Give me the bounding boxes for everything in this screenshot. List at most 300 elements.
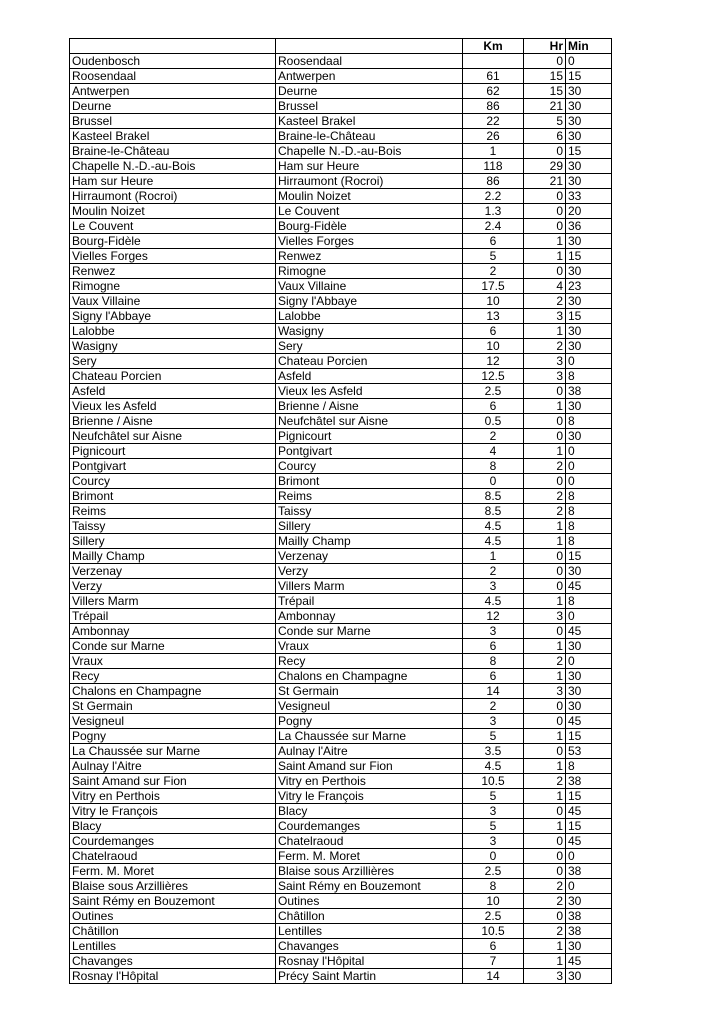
from-cell: Chatelraoud: [70, 849, 276, 864]
from-cell: Vaux Villaine: [70, 294, 276, 309]
km-cell: 3.5: [463, 744, 524, 759]
from-cell: Recy: [70, 669, 276, 684]
km-cell: 12: [463, 354, 524, 369]
min-cell: 30: [566, 159, 612, 174]
hr-cell: 0: [524, 864, 566, 879]
hr-cell: 15: [524, 69, 566, 84]
hr-cell: 1: [524, 399, 566, 414]
hr-cell: 0: [524, 549, 566, 564]
min-cell: 38: [566, 384, 612, 399]
from-cell: Sillery: [70, 534, 276, 549]
from-cell: La Chaussée sur Marne: [70, 744, 276, 759]
from-cell: Trépail: [70, 609, 276, 624]
min-cell: 30: [566, 699, 612, 714]
hr-cell: 0: [524, 474, 566, 489]
to-cell: Chapelle N.-D.-au-Bois: [276, 144, 463, 159]
min-cell: 15: [566, 729, 612, 744]
from-cell: Pogny: [70, 729, 276, 744]
from-cell: Courcy: [70, 474, 276, 489]
km-cell: 10.5: [463, 774, 524, 789]
km-cell: 5: [463, 729, 524, 744]
km-cell: 8.5: [463, 489, 524, 504]
to-cell: Wasigny: [276, 324, 463, 339]
hr-cell: 1: [524, 324, 566, 339]
min-cell: 30: [566, 669, 612, 684]
from-cell: Villers Marm: [70, 594, 276, 609]
table-row: [70, 564, 612, 579]
table-row: [70, 849, 612, 864]
from-cell: Sery: [70, 354, 276, 369]
from-cell: Deurne: [70, 99, 276, 114]
table-row: [70, 234, 612, 249]
to-cell: Villers Marm: [276, 579, 463, 594]
min-cell: 8: [566, 504, 612, 519]
hr-cell: 3: [524, 969, 566, 984]
min-cell: 30: [566, 84, 612, 99]
km-cell: 2.4: [463, 219, 524, 234]
table-row: [70, 159, 612, 174]
km-cell: 12: [463, 609, 524, 624]
min-cell: 30: [566, 114, 612, 129]
to-cell: Blacy: [276, 804, 463, 819]
from-cell: Ham sur Heure: [70, 174, 276, 189]
km-cell: 62: [463, 84, 524, 99]
min-cell: 38: [566, 864, 612, 879]
km-cell: 86: [463, 99, 524, 114]
min-cell: 30: [566, 324, 612, 339]
min-cell: 30: [566, 99, 612, 114]
table-row: [70, 969, 612, 984]
to-cell: Le Couvent: [276, 204, 463, 219]
to-cell: Vitry le François: [276, 789, 463, 804]
to-cell: Outines: [276, 894, 463, 909]
hr-cell: 1: [524, 819, 566, 834]
hr-cell: 1: [524, 729, 566, 744]
min-cell: 15: [566, 249, 612, 264]
hr-cell: 0: [524, 204, 566, 219]
min-cell: 0: [566, 459, 612, 474]
min-cell: 0: [566, 849, 612, 864]
table-row: [70, 774, 612, 789]
table-row: [70, 369, 612, 384]
table-row: [70, 324, 612, 339]
table-row: [70, 624, 612, 639]
min-cell: 0: [566, 54, 612, 69]
from-cell: Verzy: [70, 579, 276, 594]
to-cell: Recy: [276, 654, 463, 669]
km-cell: 2: [463, 429, 524, 444]
table-row: [70, 144, 612, 159]
table-row: [70, 609, 612, 624]
min-cell: 8: [566, 594, 612, 609]
from-cell: Conde sur Marne: [70, 639, 276, 654]
from-cell: Saint Rémy en Bouzemont: [70, 894, 276, 909]
km-cell: 1: [463, 144, 524, 159]
from-cell: Chalons en Champagne: [70, 684, 276, 699]
table-row: [70, 894, 612, 909]
hr-cell: 0: [524, 579, 566, 594]
table-row: [70, 429, 612, 444]
to-cell: Ham sur Heure: [276, 159, 463, 174]
hr-cell: 1: [524, 759, 566, 774]
min-cell: 30: [566, 429, 612, 444]
table-row: [70, 804, 612, 819]
to-cell: Précy Saint Martin: [276, 969, 463, 984]
min-cell: 30: [566, 339, 612, 354]
from-cell: Chapelle N.-D.-au-Bois: [70, 159, 276, 174]
table-row: [70, 549, 612, 564]
to-cell: La Chaussée sur Marne: [276, 729, 463, 744]
km-cell: 10.5: [463, 924, 524, 939]
table-row: [70, 99, 612, 114]
header-min: Min: [566, 39, 612, 54]
from-cell: Signy l'Abbaye: [70, 309, 276, 324]
to-cell: Deurne: [276, 84, 463, 99]
to-cell: Saint Rémy en Bouzemont: [276, 879, 463, 894]
to-cell: Braine-le-Château: [276, 129, 463, 144]
min-cell: 0: [566, 474, 612, 489]
to-cell: Vielles Forges: [276, 234, 463, 249]
min-cell: 0: [566, 609, 612, 624]
km-cell: 2.2: [463, 189, 524, 204]
from-cell: Braine-le-Château: [70, 144, 276, 159]
min-cell: 30: [566, 684, 612, 699]
km-cell: 5: [463, 819, 524, 834]
to-cell: Vesigneul: [276, 699, 463, 714]
table-row: [70, 489, 612, 504]
table-row: [70, 669, 612, 684]
hr-cell: 2: [524, 489, 566, 504]
hr-cell: 4: [524, 279, 566, 294]
hr-cell: 2: [524, 654, 566, 669]
to-cell: Vieux les Asfeld: [276, 384, 463, 399]
table-row: [70, 504, 612, 519]
table-row: [70, 189, 612, 204]
min-cell: 45: [566, 954, 612, 969]
table-row: [70, 384, 612, 399]
hr-cell: 29: [524, 159, 566, 174]
km-cell: 2.5: [463, 864, 524, 879]
table-row: [70, 729, 612, 744]
km-cell: 4.5: [463, 759, 524, 774]
to-cell: Renwez: [276, 249, 463, 264]
to-cell: Mailly Champ: [276, 534, 463, 549]
to-cell: Chavanges: [276, 939, 463, 954]
table-row: [70, 249, 612, 264]
km-cell: 2.5: [463, 384, 524, 399]
to-cell: Pontgivart: [276, 444, 463, 459]
hr-cell: 2: [524, 774, 566, 789]
to-cell: Moulin Noizet: [276, 189, 463, 204]
table-row: [70, 909, 612, 924]
header-km: Km: [463, 39, 524, 54]
km-cell: 6: [463, 669, 524, 684]
hr-cell: 3: [524, 354, 566, 369]
min-cell: 33: [566, 189, 612, 204]
min-cell: 8: [566, 369, 612, 384]
to-cell: Roosendaal: [276, 54, 463, 69]
hr-cell: 0: [524, 144, 566, 159]
table-row: [70, 519, 612, 534]
km-cell: 3: [463, 714, 524, 729]
from-cell: Reims: [70, 504, 276, 519]
min-cell: 15: [566, 144, 612, 159]
min-cell: 0: [566, 654, 612, 669]
to-cell: Vaux Villaine: [276, 279, 463, 294]
from-cell: Vieux les Asfeld: [70, 399, 276, 414]
km-cell: 0: [463, 849, 524, 864]
to-cell: Asfeld: [276, 369, 463, 384]
min-cell: 30: [566, 264, 612, 279]
from-cell: Ambonnay: [70, 624, 276, 639]
km-cell: 10: [463, 294, 524, 309]
hr-cell: 2: [524, 879, 566, 894]
to-cell: Vraux: [276, 639, 463, 654]
to-cell: Courdemanges: [276, 819, 463, 834]
min-cell: 8: [566, 534, 612, 549]
table-row: [70, 924, 612, 939]
from-cell: Rosnay l'Hôpital: [70, 969, 276, 984]
table-row: [70, 444, 612, 459]
from-cell: Kasteel Brakel: [70, 129, 276, 144]
hr-cell: 2: [524, 339, 566, 354]
hr-cell: 6: [524, 129, 566, 144]
min-cell: 15: [566, 549, 612, 564]
table-row: [70, 594, 612, 609]
km-cell: 0.5: [463, 414, 524, 429]
from-cell: Neufchâtel sur Aisne: [70, 429, 276, 444]
min-cell: 30: [566, 294, 612, 309]
to-cell: Sillery: [276, 519, 463, 534]
min-cell: 30: [566, 174, 612, 189]
from-cell: Hirraumont (Rocroi): [70, 189, 276, 204]
table-row: [70, 474, 612, 489]
min-cell: 45: [566, 624, 612, 639]
table-row: [70, 744, 612, 759]
from-cell: Courdemanges: [70, 834, 276, 849]
hr-cell: 0: [524, 849, 566, 864]
table-row: [70, 954, 612, 969]
hr-cell: 1: [524, 954, 566, 969]
to-cell: St Germain: [276, 684, 463, 699]
from-cell: Chateau Porcien: [70, 369, 276, 384]
km-cell: 3: [463, 834, 524, 849]
min-cell: 30: [566, 939, 612, 954]
to-cell: Rimogne: [276, 264, 463, 279]
km-cell: 1: [463, 549, 524, 564]
min-cell: 30: [566, 234, 612, 249]
from-cell: Vielles Forges: [70, 249, 276, 264]
to-cell: Lentilles: [276, 924, 463, 939]
from-cell: Ferm. M. Moret: [70, 864, 276, 879]
from-cell: Brussel: [70, 114, 276, 129]
header-from: [70, 39, 276, 54]
km-cell: 4: [463, 444, 524, 459]
table-row: [70, 204, 612, 219]
km-cell: 22: [463, 114, 524, 129]
km-cell: 6: [463, 234, 524, 249]
to-cell: Courcy: [276, 459, 463, 474]
to-cell: Signy l'Abbaye: [276, 294, 463, 309]
min-cell: 38: [566, 774, 612, 789]
hr-cell: 0: [524, 834, 566, 849]
from-cell: Vitry le François: [70, 804, 276, 819]
hr-cell: 2: [524, 924, 566, 939]
km-cell: 12.5: [463, 369, 524, 384]
hr-cell: 0: [524, 699, 566, 714]
route-table: [69, 38, 612, 984]
hr-cell: 1: [524, 444, 566, 459]
table-row: [70, 294, 612, 309]
to-cell: Brienne / Aisne: [276, 399, 463, 414]
table-row: [70, 84, 612, 99]
min-cell: 45: [566, 804, 612, 819]
min-cell: 30: [566, 969, 612, 984]
table-row: [70, 264, 612, 279]
from-cell: Brimont: [70, 489, 276, 504]
to-cell: Neufchâtel sur Aisne: [276, 414, 463, 429]
from-cell: Vesigneul: [70, 714, 276, 729]
hr-cell: 0: [524, 219, 566, 234]
to-cell: Saint Amand sur Fion: [276, 759, 463, 774]
from-cell: Verzenay: [70, 564, 276, 579]
to-cell: Verzenay: [276, 549, 463, 564]
km-cell: 1.3: [463, 204, 524, 219]
min-cell: 30: [566, 399, 612, 414]
hr-cell: 0: [524, 744, 566, 759]
min-cell: 8: [566, 414, 612, 429]
hr-cell: 2: [524, 894, 566, 909]
km-cell: 6: [463, 639, 524, 654]
from-cell: Oudenbosch: [70, 54, 276, 69]
table-row: [70, 219, 612, 234]
min-cell: 30: [566, 129, 612, 144]
table-row: [70, 534, 612, 549]
km-cell: 6: [463, 939, 524, 954]
table-row: [70, 129, 612, 144]
header-hr: Hr: [524, 39, 566, 54]
from-cell: Rimogne: [70, 279, 276, 294]
km-cell: 3: [463, 579, 524, 594]
to-cell: Châtillon: [276, 909, 463, 924]
hr-cell: 0: [524, 624, 566, 639]
table-row: [70, 759, 612, 774]
km-cell: 26: [463, 129, 524, 144]
km-cell: 86: [463, 174, 524, 189]
table-row: [70, 114, 612, 129]
hr-cell: 1: [524, 534, 566, 549]
from-cell: Bourg-Fidèle: [70, 234, 276, 249]
km-cell: 14: [463, 684, 524, 699]
from-cell: Vitry en Perthois: [70, 789, 276, 804]
km-cell: 3: [463, 624, 524, 639]
min-cell: 45: [566, 834, 612, 849]
km-cell: 6: [463, 399, 524, 414]
min-cell: 30: [566, 564, 612, 579]
hr-cell: 1: [524, 249, 566, 264]
km-cell: 10: [463, 339, 524, 354]
to-cell: Ambonnay: [276, 609, 463, 624]
km-cell: 6: [463, 324, 524, 339]
km-cell: 2: [463, 264, 524, 279]
min-cell: 8: [566, 489, 612, 504]
min-cell: 0: [566, 879, 612, 894]
km-cell: 2: [463, 564, 524, 579]
hr-cell: 1: [524, 669, 566, 684]
from-cell: Taissy: [70, 519, 276, 534]
min-cell: 15: [566, 819, 612, 834]
to-cell: Brussel: [276, 99, 463, 114]
table-row: [70, 339, 612, 354]
table-row: [70, 54, 612, 69]
table-row: [70, 414, 612, 429]
to-cell: Lalobbe: [276, 309, 463, 324]
from-cell: Chavanges: [70, 954, 276, 969]
min-cell: 23: [566, 279, 612, 294]
table-row: [70, 69, 612, 84]
km-cell: 2.5: [463, 909, 524, 924]
km-cell: 17.5: [463, 279, 524, 294]
header-row: [70, 39, 612, 54]
hr-cell: 2: [524, 504, 566, 519]
from-cell: Blacy: [70, 819, 276, 834]
table-row: [70, 309, 612, 324]
from-cell: Wasigny: [70, 339, 276, 354]
from-cell: Pignicourt: [70, 444, 276, 459]
table-row: [70, 864, 612, 879]
km-cell: 8: [463, 459, 524, 474]
km-cell: 0: [463, 474, 524, 489]
from-cell: Antwerpen: [70, 84, 276, 99]
from-cell: Pontgivart: [70, 459, 276, 474]
to-cell: Pignicourt: [276, 429, 463, 444]
table-row: [70, 819, 612, 834]
table-row: [70, 654, 612, 669]
from-cell: Saint Amand sur Fion: [70, 774, 276, 789]
from-cell: Lalobbe: [70, 324, 276, 339]
km-cell: 118: [463, 159, 524, 174]
table-row: [70, 399, 612, 414]
table-row: [70, 879, 612, 894]
km-cell: [463, 54, 524, 69]
to-cell: Brimont: [276, 474, 463, 489]
hr-cell: 0: [524, 429, 566, 444]
to-cell: Chatelraoud: [276, 834, 463, 849]
km-cell: 8: [463, 654, 524, 669]
km-cell: 8: [463, 879, 524, 894]
km-cell: 7: [463, 954, 524, 969]
km-cell: 5: [463, 249, 524, 264]
min-cell: 53: [566, 744, 612, 759]
min-cell: 8: [566, 759, 612, 774]
hr-cell: 21: [524, 174, 566, 189]
to-cell: Sery: [276, 339, 463, 354]
to-cell: Hirraumont (Rocroi): [276, 174, 463, 189]
to-cell: Chateau Porcien: [276, 354, 463, 369]
min-cell: 0: [566, 444, 612, 459]
from-cell: Châtillon: [70, 924, 276, 939]
km-cell: 10: [463, 894, 524, 909]
min-cell: 15: [566, 69, 612, 84]
hr-cell: 2: [524, 459, 566, 474]
from-cell: Mailly Champ: [70, 549, 276, 564]
hr-cell: 3: [524, 369, 566, 384]
hr-cell: 3: [524, 684, 566, 699]
hr-cell: 5: [524, 114, 566, 129]
hr-cell: 0: [524, 714, 566, 729]
to-cell: Antwerpen: [276, 69, 463, 84]
min-cell: 8: [566, 519, 612, 534]
